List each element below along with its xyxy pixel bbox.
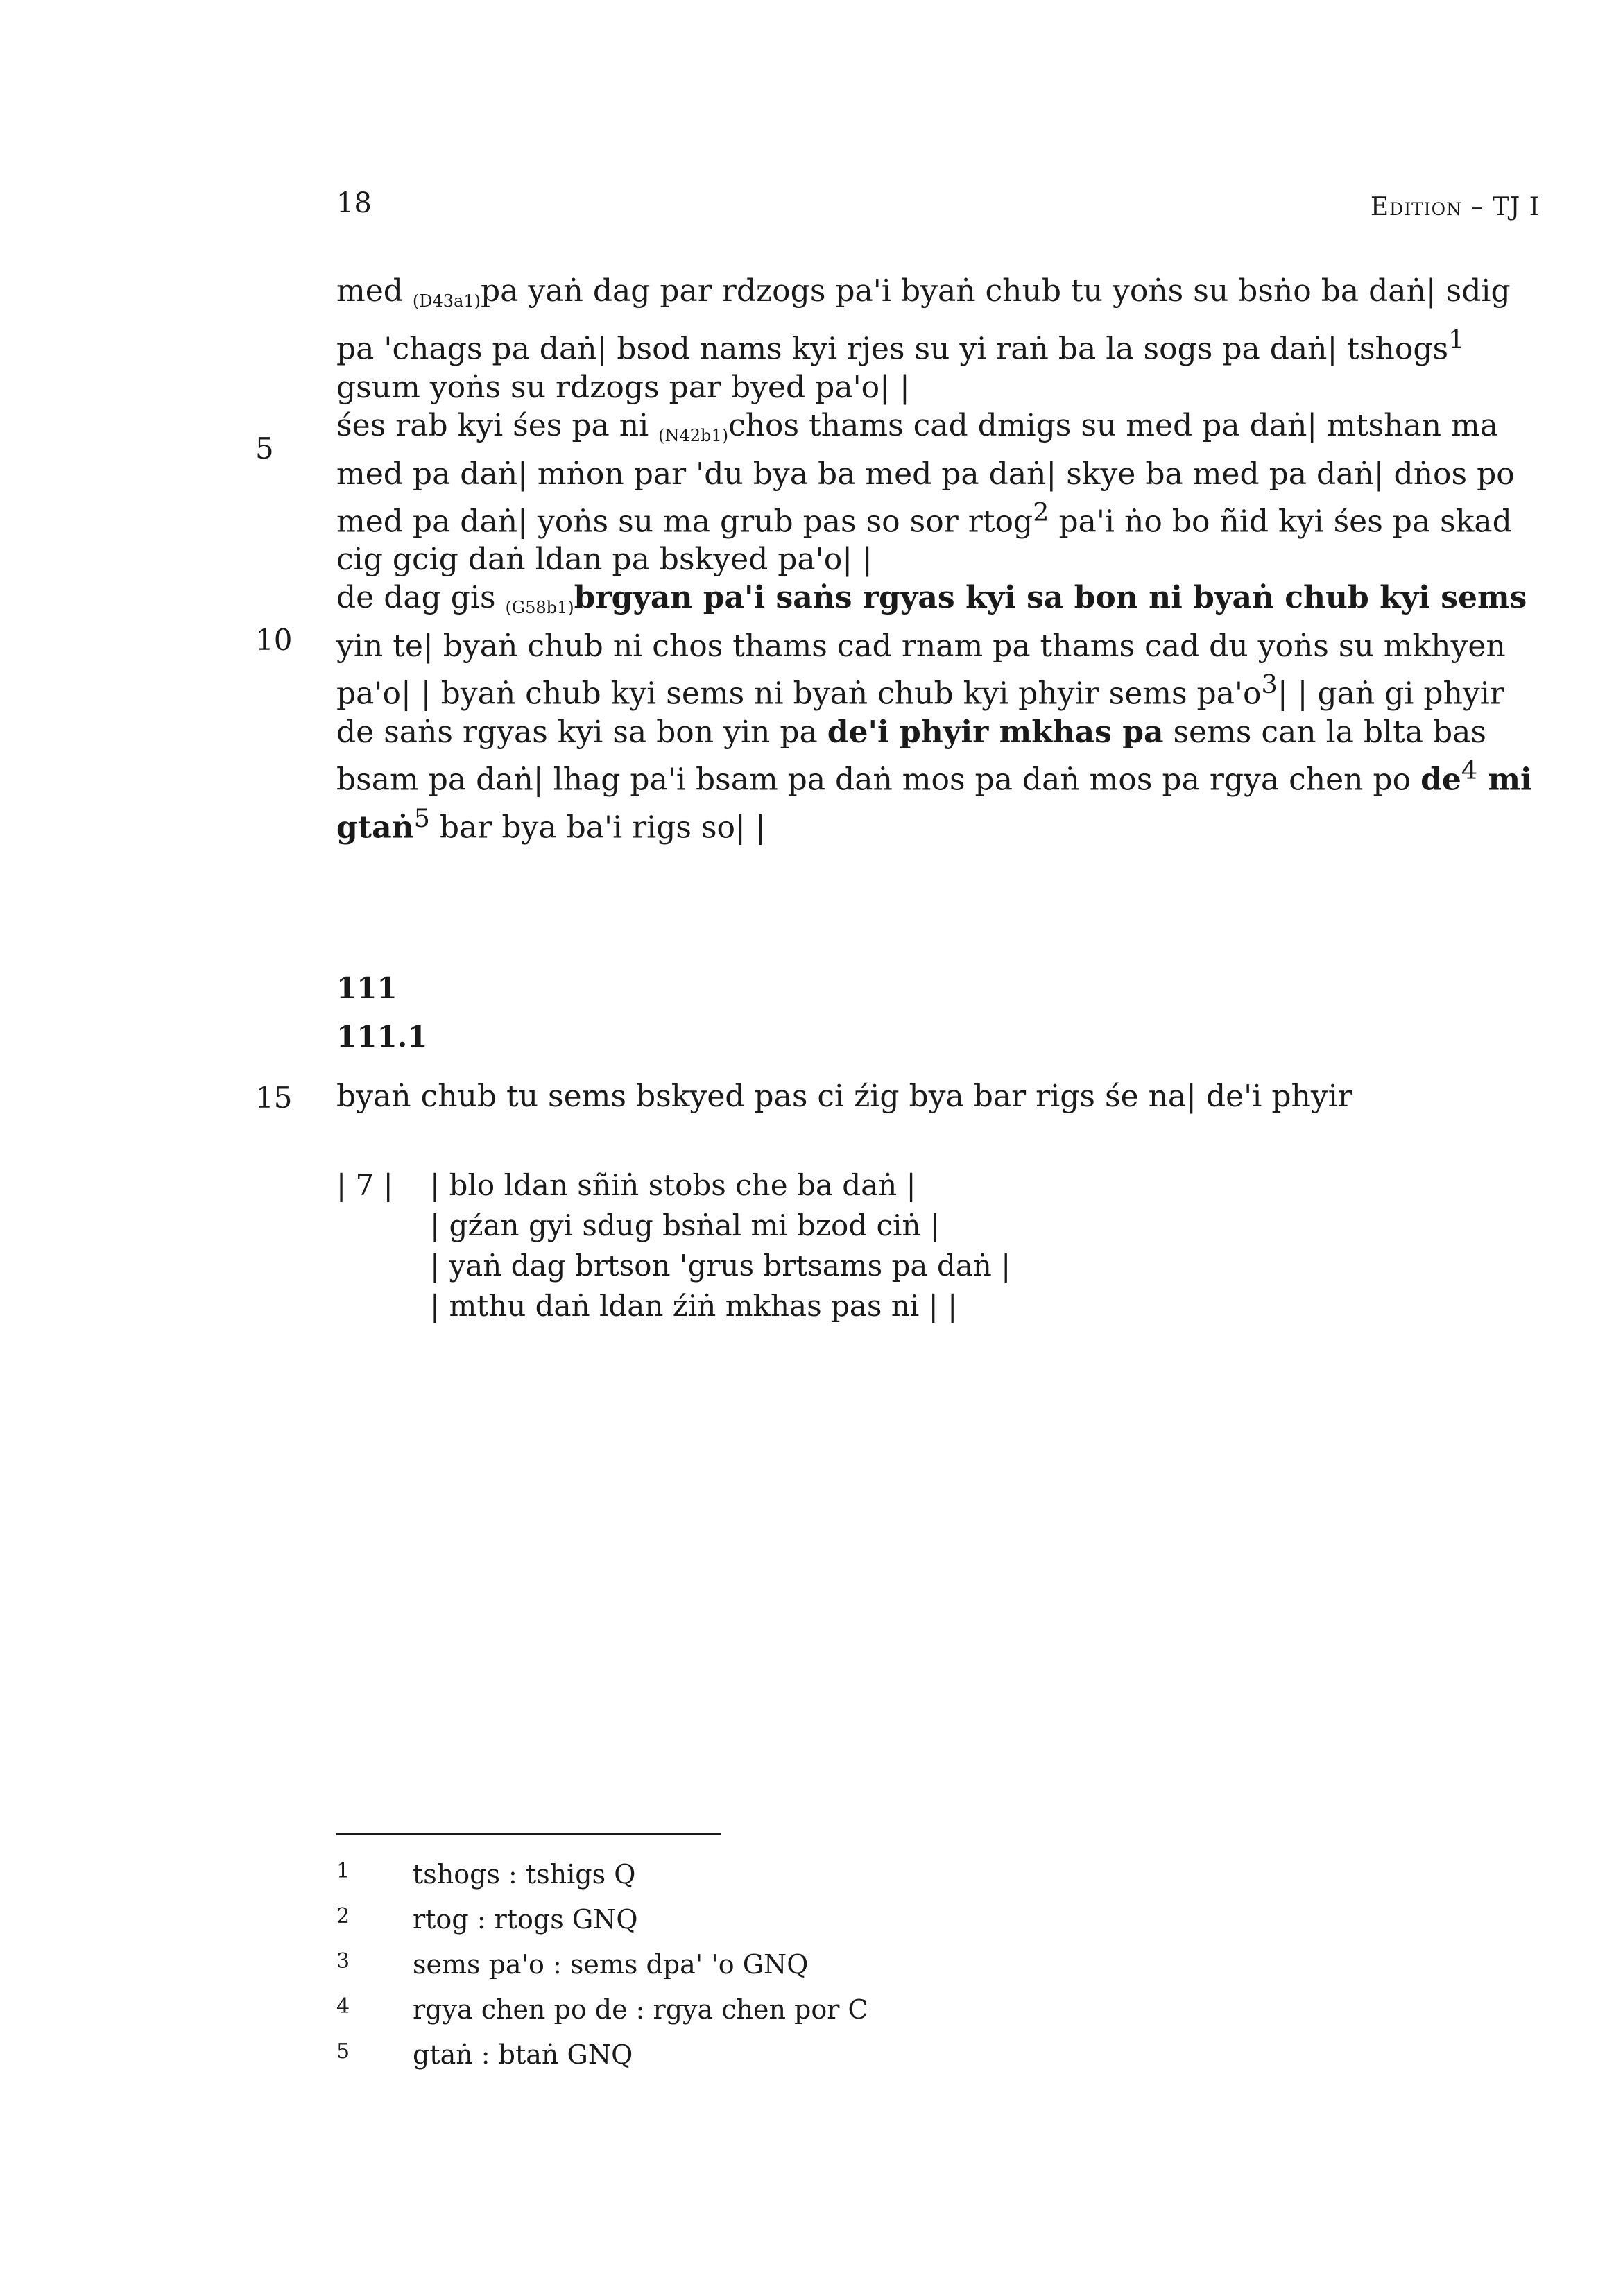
- footnote-marker: 3: [1261, 669, 1278, 700]
- section-number: 111: [336, 971, 397, 1005]
- verse-line: | yaṅ dag brtson 'grus brtsams pa daṅ |: [430, 1249, 1011, 1283]
- line-15-text: byaṅ chub tu sems bskyed pas ci źig bya bar rigs śe na| de'i phyir: [336, 1079, 1352, 1114]
- subsection-number: 111.1: [336, 1020, 428, 1054]
- footnote-marker: 4: [1461, 755, 1478, 785]
- main-text: [336, 272, 1543, 846]
- footnote-marker: 5: [413, 803, 430, 833]
- bold-text: de'i phyir mkhas pa: [827, 714, 1164, 750]
- bold-text: de: [1420, 762, 1461, 798]
- page-number: 18: [336, 187, 372, 219]
- footnote-divider: [336, 1833, 721, 1835]
- text-run: chos thams cad dmigs su med pa daṅ| mtshan ma med pa daṅ| mṅon par 'du bya ba med pa daṅ| skye ba med pa daṅ| dṅos po med pa daṅ| yoṅs su ma grub pas so sor rtog: [336, 407, 1515, 540]
- line-number-5: 5: [255, 431, 274, 465]
- folio-reference: (N42b1): [658, 425, 729, 445]
- text-run: bar bya ba'i rigs so| |: [429, 809, 766, 846]
- footnote-number: 3: [336, 1949, 350, 1973]
- text-run: med: [336, 273, 413, 309]
- text-run: pa'i ṅo bo ñid kyi śes pa skad cig gcig daṅ ldan pa bskyed pa'o| |: [336, 504, 1512, 578]
- text-run: pa yaṅ dag par rdzogs pa'i byaṅ chub tu yoṅs su bsṅo ba daṅ| sdig pa 'chags pa daṅ| bsod nams kyi rjes su yi raṅ ba la sogs pa daṅ| tshogs: [336, 273, 1511, 367]
- text-run: sems can la blta bas bsam pa daṅ| lhag pa'i bsam pa daṅ mos pa daṅ mos pa rgya chen po: [336, 714, 1486, 798]
- paragraph-1: [336, 272, 1543, 406]
- footnote-text: gtaṅ : btaṅ GNQ: [413, 2039, 633, 2070]
- folio-reference: (G58b1): [505, 598, 574, 618]
- text-run: śes rab kyi śes pa ni: [336, 407, 659, 443]
- footnote-number: 5: [336, 2039, 350, 2064]
- footnote-text: sems pa'o : sems dpa' 'o GNQ: [413, 1949, 809, 1980]
- footnote-number: 2: [336, 1904, 350, 1928]
- text-run: gsum yoṅs su rdzogs par byed pa'o| |: [336, 369, 910, 405]
- footnote-text: tshogs : tshigs Q: [413, 1859, 636, 1890]
- text-run: yin te| byaṅ chub ni chos thams cad rnam pa thams cad du yoṅs su mkhyen pa'o| | byaṅ chub kyi sems ni byaṅ chub kyi phyir sems pa'o: [336, 628, 1506, 712]
- verse-number: | 7 |: [336, 1168, 393, 1202]
- verse-line: | blo ldan sñiṅ stobs che ba daṅ |: [430, 1168, 916, 1202]
- line-number-10: 10: [255, 623, 293, 657]
- footnote-number: 1: [336, 1859, 350, 1883]
- paragraph-2: [336, 406, 1543, 579]
- footnote-text: rtog : rtogs GNQ: [413, 1904, 638, 1935]
- verse-lines: [430, 1165, 1011, 1326]
- verse-line: | mthu daṅ ldan źiṅ mkhas pas ni | |: [430, 1289, 958, 1323]
- verse-line: | gźan gyi sdug bsṅal mi bzod ciṅ |: [430, 1208, 941, 1242]
- text-run: | | gaṅ gi phyir de saṅs rgyas kyi sa bon yin pa: [336, 676, 1504, 750]
- footnote-number: 4: [336, 1994, 350, 2019]
- footnote-text: rgya chen po de : rgya chen por C: [413, 1994, 868, 2025]
- bold-text: mi gtaṅ: [336, 762, 1532, 846]
- folio-reference: (D43a1): [412, 291, 481, 311]
- bold-text: brgyan pa'i saṅs rgyas kyi sa bon ni byaṅ chub kyi sems: [574, 580, 1527, 616]
- paragraph-3: [336, 579, 1543, 846]
- footnote-marker: 2: [1033, 497, 1049, 527]
- running-head: Edition – TJ I: [1370, 193, 1540, 221]
- footnote-marker: 1: [1448, 325, 1465, 354]
- text-run: de dag gis: [336, 580, 506, 616]
- line-number-15: 15: [255, 1081, 293, 1115]
